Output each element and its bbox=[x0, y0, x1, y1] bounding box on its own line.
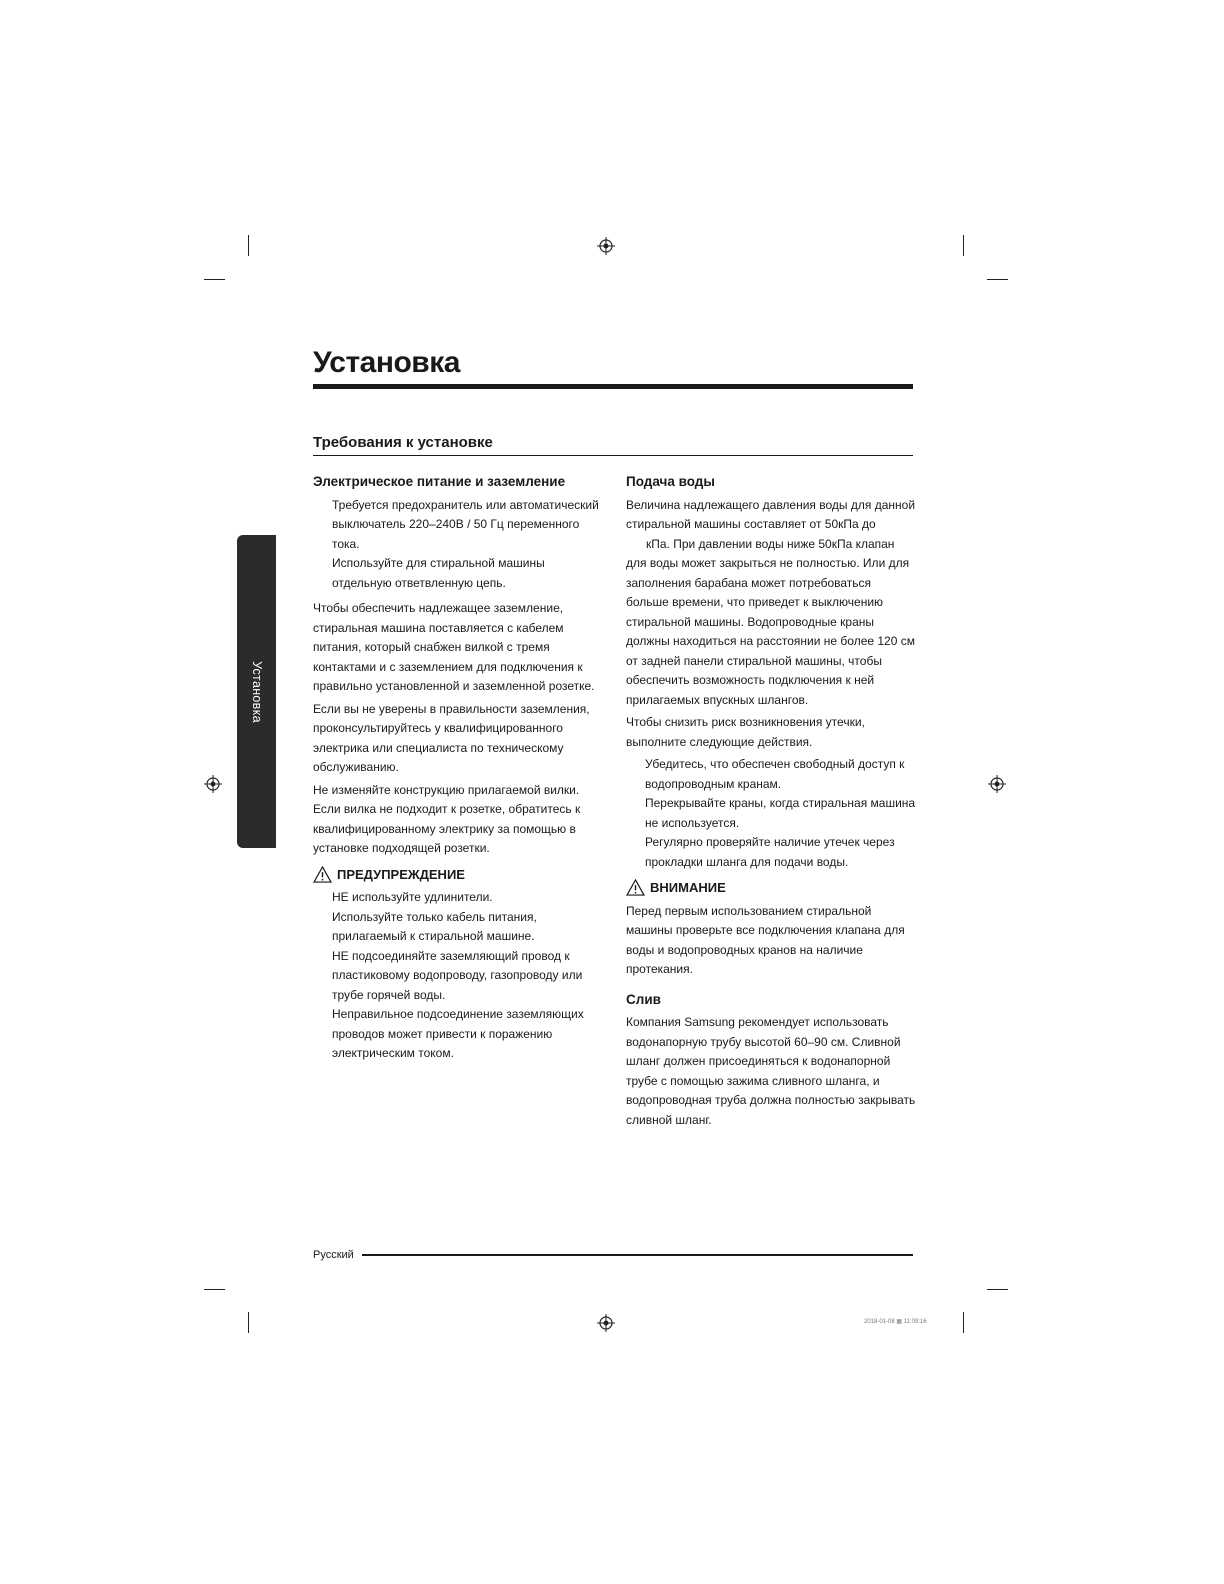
registration-mark-icon bbox=[597, 1314, 615, 1332]
crop-mark bbox=[963, 235, 964, 256]
warning-header bbox=[313, 865, 603, 885]
paragraph-drain: Компания Samsung рекомендует использовать водонапорную трубу высотой 60–90 см. Сливной шланг должен присоединяться к водонапорной трубе с помощью зажима сливного шланга, и водопроводная труба должна полностью закрывать сливной шланг. bbox=[626, 1015, 916, 1127]
list-item: Перекрывайте краны, когда стиральная машина не используется. bbox=[645, 796, 916, 830]
title-rule bbox=[313, 384, 913, 389]
heading-drain: Слив bbox=[626, 991, 661, 1007]
side-tab bbox=[237, 535, 276, 848]
caution-icon bbox=[626, 879, 645, 896]
list-item: НЕ используйте удлинители. bbox=[332, 890, 493, 904]
print-timestamp: 2018-01-08 ▦ 11:09:16 bbox=[864, 1319, 927, 1325]
paragraph-plug: Не изменяйте конструкцию прилагаемой вилки. Если вилка не подходит к розетке, обратитесь к квалифицированному электрику за помощью в установке подходящей розетки. bbox=[313, 782, 581, 855]
left-column bbox=[313, 472, 603, 1070]
list-item: Убедитесь, что обеспечен свободный доступ к водопроводным кранам. bbox=[645, 757, 905, 791]
crop-mark bbox=[987, 279, 1008, 280]
leak-steps-list bbox=[626, 755, 916, 872]
right-column bbox=[626, 472, 916, 1133]
paragraph-pressure bbox=[626, 496, 916, 711]
crop-mark bbox=[963, 1312, 964, 1333]
list-item: НЕ подсоединяйте заземляющий провод к пластиковому водопроводу, газопроводу или трубе горячей воды. bbox=[332, 948, 583, 1002]
warning-icon bbox=[313, 866, 332, 883]
registration-mark-icon bbox=[597, 237, 615, 255]
crop-mark bbox=[248, 235, 249, 256]
registration-mark-icon bbox=[988, 775, 1006, 793]
paragraph-caution: Перед первым использованием стиральной машины проверьте все подключения клапана для воды и водопроводных кранов на наличие протекания. bbox=[626, 903, 905, 976]
page-title: Установка bbox=[313, 346, 460, 379]
list-item: Используйте только кабель питания, прилагаемый к стиральной машине. bbox=[332, 909, 537, 943]
crop-mark bbox=[248, 1312, 249, 1333]
warning-list bbox=[313, 888, 603, 1064]
paragraph-consult: Если вы не уверены в правильности заземления, проконсультируйтесь у квалифицированного электрика или специалиста по техническому обслуживанию. bbox=[313, 701, 590, 774]
power-requirements-list bbox=[313, 496, 603, 594]
list-item: Требуется предохранитель или автоматический выключатель 220–240В / 50 Гц переменного тока. bbox=[332, 497, 599, 551]
section-title: Требования к установке bbox=[313, 434, 493, 451]
paragraph-pressure-part1: Величина надлежащего давления воды для данной стиральной машины составляет от 50кПа до bbox=[626, 497, 916, 531]
list-item: Неправильное подсоединение заземляющих проводов может привести к поражению электрическим током. bbox=[332, 1007, 584, 1060]
crop-mark bbox=[204, 1289, 225, 1290]
caution-label: ВНИМАНИЕ bbox=[650, 880, 726, 895]
crop-mark bbox=[987, 1289, 1008, 1290]
footer-language: Русский bbox=[313, 1249, 354, 1261]
caution-header bbox=[626, 878, 916, 898]
heading-power: Электрическое питание и заземление bbox=[313, 474, 566, 489]
crop-mark bbox=[204, 279, 225, 280]
list-item: Используйте для стиральной машины отдельную ответвленную цепь. bbox=[332, 556, 545, 590]
side-tab-label: Установка bbox=[249, 660, 264, 723]
paragraph-pressure-part2: кПа. При давлении воды ниже 50кПа клапан для воды может закрыться не полностью. Или для заполнения барабана может потребоваться больше времени, что приведет к выключению стиральной машины. Водопроводные краны должны находиться на расстоянии не более 120 см от задней панели стиральной машины, чтобы обеспечить возможность подключения к ней прилагаемых впускных шлангов. bbox=[626, 536, 915, 707]
registration-mark-icon bbox=[204, 775, 222, 793]
heading-water-supply: Подача воды bbox=[626, 474, 715, 489]
paragraph-grounding: Чтобы обеспечить надлежащее заземление, стиральная машина поставляется с кабелем питания, который снабжен вилкой с тремя контактами и с заземлением для подключения к правильно установленной и заземленной розетке. bbox=[313, 601, 595, 693]
list-item: Регулярно проверяйте наличие утечек через прокладки шланга для подачи воды. bbox=[645, 835, 895, 869]
paragraph-leak-risk: Чтобы снизить риск возникновения утечки, выполните следующие действия. bbox=[626, 715, 865, 749]
section-rule bbox=[313, 455, 913, 456]
warning-label: ПРЕДУПРЕЖДЕНИЕ bbox=[337, 866, 465, 882]
footer-rule bbox=[362, 1254, 913, 1256]
